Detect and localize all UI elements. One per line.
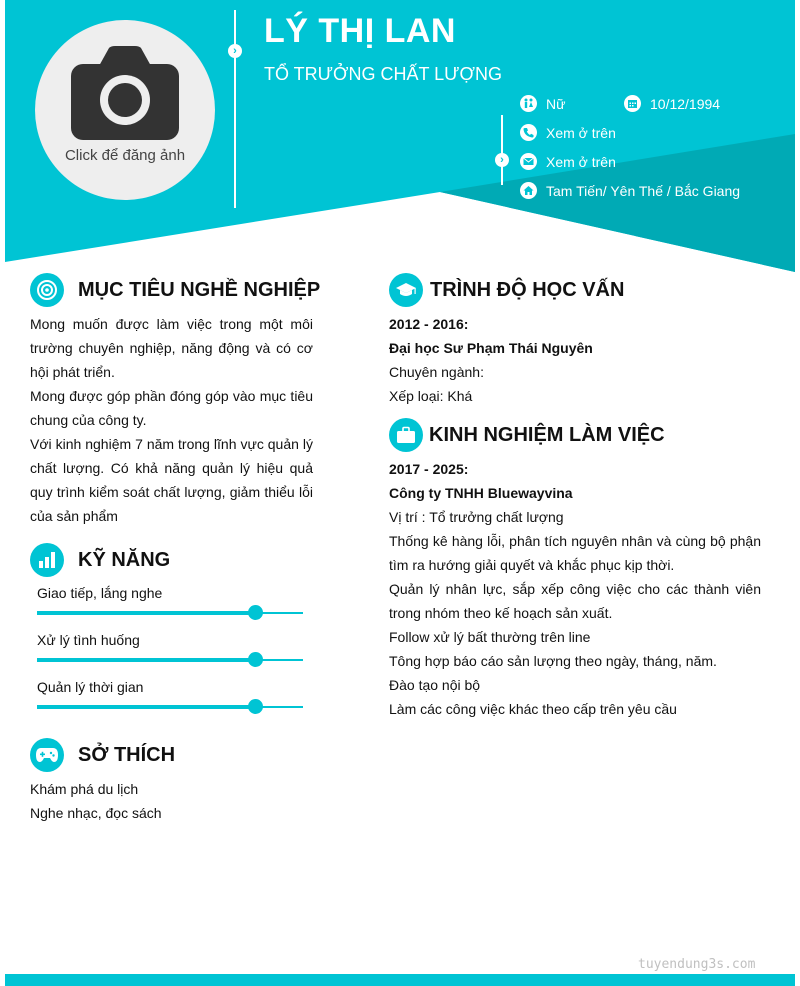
objective-line: Mong được góp phần đóng góp vào mục tiêu chung của công ty. (30, 388, 313, 428)
experience-company: Công ty TNHH Bluewayvina (389, 485, 573, 501)
experience-duty: Thống kê hàng lỗi, phân tích nguyên nhân và cùng bộ phận tìm ra hướng giải quyết và khắc phục kịp thời. (389, 533, 761, 573)
chevron-right-icon: › (228, 44, 242, 58)
address-item (520, 182, 740, 199)
photo-upload-label: Click để đăng ảnh (64, 147, 186, 164)
skill-name: Giao tiếp, lắng nghe (37, 585, 163, 601)
bar-chart-icon (30, 543, 64, 577)
skill-bar (37, 659, 303, 661)
hobby-item: Nghe nhạc, đọc sách (30, 805, 162, 821)
education-grade: Xếp loại: Khá (389, 388, 473, 404)
hobbies-list (30, 777, 313, 825)
objective-text (30, 312, 313, 528)
chevron-right-icon: › (495, 153, 509, 167)
skill-level-knob (248, 605, 263, 620)
skill-bar-fill (37, 705, 255, 709)
education-major: Chuyên ngành: (389, 364, 484, 380)
phone-icon (520, 124, 537, 141)
skill-name: Xử lý tình huống (37, 632, 140, 648)
contact-divider (501, 115, 503, 185)
skills-title: KỸ NĂNG (78, 548, 171, 571)
objective-title: MỤC TIÊU NGHỀ NGHIỆP (78, 278, 321, 301)
gender-value: Nữ (546, 95, 566, 112)
skills-heading (30, 543, 170, 577)
skill-bar-fill (37, 658, 255, 662)
gender-icon (520, 95, 537, 112)
experience-duty: Tông hợp báo cáo sản lượng theo ngày, tháng, năm. (389, 653, 717, 669)
objective-heading (30, 273, 320, 307)
skill-bar (37, 706, 303, 708)
birthdate-item (624, 95, 720, 112)
camera-icon (71, 46, 179, 140)
experience-position: Vị trí : Tổ trưởng chất lượng (389, 509, 564, 525)
address-value: Tam Tiến/ Yên Thế / Bắc Giang (546, 182, 741, 199)
skill-level-knob (248, 652, 263, 667)
email-value: Xem ở trên (546, 153, 616, 170)
education-heading (389, 273, 624, 307)
skill-name: Quản lý thời gian (37, 679, 144, 695)
header-divider (234, 10, 236, 208)
email-item (520, 153, 616, 170)
skill-level-knob (248, 699, 263, 714)
education-school: Đại học Sư Phạm Thái Nguyên (389, 340, 593, 356)
home-icon (520, 182, 537, 199)
experience-details (389, 457, 761, 721)
experience-period: 2017 - 2025: (389, 461, 469, 477)
experience-heading (389, 418, 665, 452)
target-icon (30, 273, 64, 307)
phone-value: Xem ở trên (546, 124, 616, 141)
education-details (389, 312, 761, 408)
graduation-cap-icon (389, 273, 423, 307)
gamepad-icon (30, 738, 64, 772)
footer-bar (5, 974, 795, 986)
objective-line: Với kinh nghiệm 7 năm trong lĩnh vực quản lý chất lượng. Có khả năng quản lý hiệu quả quy trình kiểm soát chất lượng, giảm thiểu lỗi của sản phẩm (30, 436, 313, 524)
hobbies-title: SỞ THÍCH (78, 743, 176, 766)
phone-item (520, 124, 616, 141)
education-title: TRÌNH ĐỘ HỌC VẤN (430, 278, 625, 301)
experience-duty: Làm các công việc khác theo cấp trên yêu cầu (389, 701, 677, 717)
experience-duty: Đào tạo nội bộ (389, 677, 481, 693)
education-period: 2012 - 2016: (389, 316, 469, 332)
experience-title: KINH NGHIỆM LÀM VIỆC (429, 423, 665, 446)
experience-duty: Follow xử lý bất thường trên line (389, 629, 591, 645)
skill-bar (37, 612, 303, 614)
birthdate-value: 10/12/1994 (650, 95, 721, 112)
candidate-name: LÝ THỊ LAN (264, 12, 456, 50)
briefcase-icon (389, 418, 423, 452)
gender-item (520, 95, 565, 112)
candidate-role: TỔ TRƯỞNG CHẤT LƯỢNG (264, 64, 502, 84)
email-icon (520, 153, 537, 170)
skill-bar-fill (37, 611, 255, 615)
photo-upload[interactable] (35, 20, 215, 200)
hobbies-heading (30, 738, 175, 772)
experience-duty: Quản lý nhân lực, sắp xếp công việc cho các thành viên trong nhóm theo kế hoạch sản xuất. (389, 581, 761, 621)
site-watermark: tuyendung3s.com (638, 957, 756, 972)
hobby-item: Khám phá du lịch (30, 781, 139, 797)
objective-line: Mong muốn được làm việc trong một môi trường chuyên nghiệp, năng động và có cơ hội phát triển. (30, 316, 313, 380)
calendar-icon (624, 95, 641, 112)
